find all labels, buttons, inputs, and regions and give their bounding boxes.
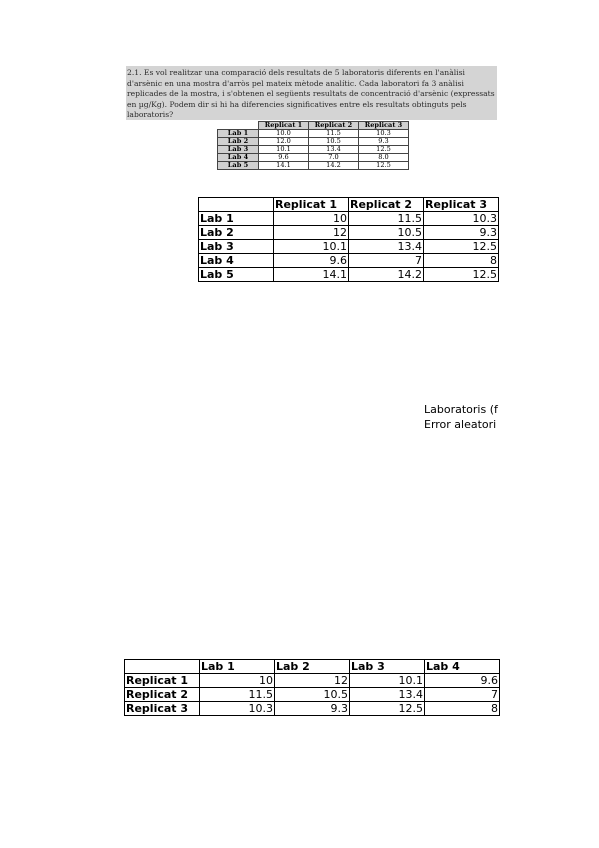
table-cell[interactable]: 10 bbox=[274, 212, 349, 226]
table-cell[interactable]: 9.3 bbox=[275, 702, 350, 716]
table-cell[interactable]: 10 bbox=[200, 674, 275, 688]
table-cell[interactable]: 9.6 bbox=[425, 674, 500, 688]
table-cell[interactable]: 10.3 bbox=[200, 702, 275, 716]
table-header-cell[interactable]: Replicat 2 bbox=[349, 198, 424, 212]
row-label-cell[interactable]: Replicat 1 bbox=[125, 674, 200, 688]
row-label-cell[interactable]: Lab 5 bbox=[199, 268, 274, 282]
scan-row-label: Lab 2 bbox=[218, 138, 259, 146]
table-header-cell[interactable]: Lab 2 bbox=[275, 660, 350, 674]
table-row bbox=[199, 240, 499, 254]
scan-row-label: Lab 5 bbox=[218, 162, 259, 170]
replicate-by-labs-table bbox=[124, 659, 500, 716]
table-row bbox=[199, 268, 499, 282]
anova-label-error[interactable]: Error aleatori bbox=[424, 418, 497, 431]
row-label-cell[interactable]: Replicat 3 bbox=[125, 702, 200, 716]
table-row bbox=[125, 674, 500, 688]
anova-label-labs[interactable]: Laboratoris (f bbox=[424, 403, 498, 416]
row-label-cell[interactable]: Replicat 2 bbox=[125, 688, 200, 702]
table-header-row bbox=[125, 660, 500, 674]
problem-statement-text: 2.1. Es vol realitzar una comparació dels resultats de 5 laboratoris diferents en l'anàlisi d'arsènic en una mostra d'arròs pel mateix mètode analític. Cada laboratori fa 3 anàlisi replicades de la mostra, i s'obtenen el següents resultats de concentració d'arsènic (expressats en µg/Kg). Podem dir si hi ha diferencies significatives entre els resultats obtinguts pels laboratoris? bbox=[127, 68, 495, 119]
scan-cell: 10.3 bbox=[359, 130, 409, 138]
scan-cell: 13.4 bbox=[309, 146, 359, 154]
scan-cell: 14.1 bbox=[259, 162, 309, 170]
scan-cell: 12.0 bbox=[259, 138, 309, 146]
scan-cell: 11.5 bbox=[309, 130, 359, 138]
scan-row-label: Lab 4 bbox=[218, 154, 259, 162]
scan-row-label: Lab 1 bbox=[218, 130, 259, 138]
scan-cell: 9.3 bbox=[359, 138, 409, 146]
scan-cell: 14.2 bbox=[309, 162, 359, 170]
table-row bbox=[125, 702, 500, 716]
table-cell[interactable]: 10.1 bbox=[350, 674, 425, 688]
row-label-cell[interactable]: Lab 4 bbox=[199, 254, 274, 268]
scan-table-row bbox=[218, 162, 409, 170]
table-cell[interactable]: 10.1 bbox=[274, 240, 349, 254]
scan-cell: 10.1 bbox=[259, 146, 309, 154]
scan-cell: 10.0 bbox=[259, 130, 309, 138]
table-header-cell[interactable]: Replicat 1 bbox=[274, 198, 349, 212]
table-cell[interactable]: 14.1 bbox=[274, 268, 349, 282]
table-row bbox=[125, 688, 500, 702]
table-header-cell[interactable]: Lab 3 bbox=[350, 660, 425, 674]
table-cell[interactable]: 12 bbox=[274, 226, 349, 240]
table-cell[interactable]: 10.5 bbox=[349, 226, 424, 240]
table-row bbox=[199, 212, 499, 226]
table-row bbox=[199, 226, 499, 240]
table-cell[interactable]: 8 bbox=[424, 254, 499, 268]
table-cell[interactable]: 9.3 bbox=[424, 226, 499, 240]
scan-cell: 7.0 bbox=[309, 154, 359, 162]
table-cell[interactable]: 12.5 bbox=[424, 240, 499, 254]
table-cell[interactable]: 8 bbox=[425, 702, 500, 716]
table-cell[interactable]: 14.2 bbox=[349, 268, 424, 282]
table-cell[interactable]: 7 bbox=[425, 688, 500, 702]
table-cell[interactable]: 12.5 bbox=[350, 702, 425, 716]
table-cell[interactable]: 13.4 bbox=[350, 688, 425, 702]
table-header-cell[interactable]: Lab 4 bbox=[425, 660, 500, 674]
row-label-cell[interactable]: Lab 3 bbox=[199, 240, 274, 254]
scan-cell: 8.0 bbox=[359, 154, 409, 162]
table-header-cell[interactable]: Lab 1 bbox=[200, 660, 275, 674]
table-header-row bbox=[199, 198, 499, 212]
table-cell[interactable]: 11.5 bbox=[349, 212, 424, 226]
scan-cell: 12.5 bbox=[359, 146, 409, 154]
table-cell[interactable]: 10.3 bbox=[424, 212, 499, 226]
table-cell[interactable]: 9.6 bbox=[274, 254, 349, 268]
row-label-cell[interactable]: Lab 1 bbox=[199, 212, 274, 226]
anova-labels bbox=[424, 402, 499, 432]
table-cell[interactable]: 13.4 bbox=[349, 240, 424, 254]
scan-header-cell: Replicat 3 bbox=[359, 122, 409, 130]
labs-by-replicate-table bbox=[198, 197, 499, 282]
scan-cell: 9.6 bbox=[259, 154, 309, 162]
scan-row-label: Lab 3 bbox=[218, 146, 259, 154]
scanned-data-table bbox=[217, 121, 409, 170]
row-label-cell[interactable]: Lab 2 bbox=[199, 226, 274, 240]
table-cell[interactable]: 7 bbox=[349, 254, 424, 268]
scan-header-cell: Replicat 1 bbox=[259, 122, 309, 130]
table-cell[interactable]: 11.5 bbox=[200, 688, 275, 702]
table-cell[interactable]: 10.5 bbox=[275, 688, 350, 702]
scan-cell: 10.5 bbox=[309, 138, 359, 146]
table-row bbox=[199, 254, 499, 268]
problem-statement-image bbox=[126, 66, 497, 120]
table-header-cell[interactable]: Replicat 3 bbox=[424, 198, 499, 212]
table-corner-cell[interactable] bbox=[125, 660, 200, 674]
table-corner-cell[interactable] bbox=[199, 198, 274, 212]
table-cell[interactable]: 12.5 bbox=[424, 268, 499, 282]
scan-header-cell: Replicat 2 bbox=[309, 122, 359, 130]
table-cell[interactable]: 12 bbox=[275, 674, 350, 688]
scan-cell: 12.5 bbox=[359, 162, 409, 170]
